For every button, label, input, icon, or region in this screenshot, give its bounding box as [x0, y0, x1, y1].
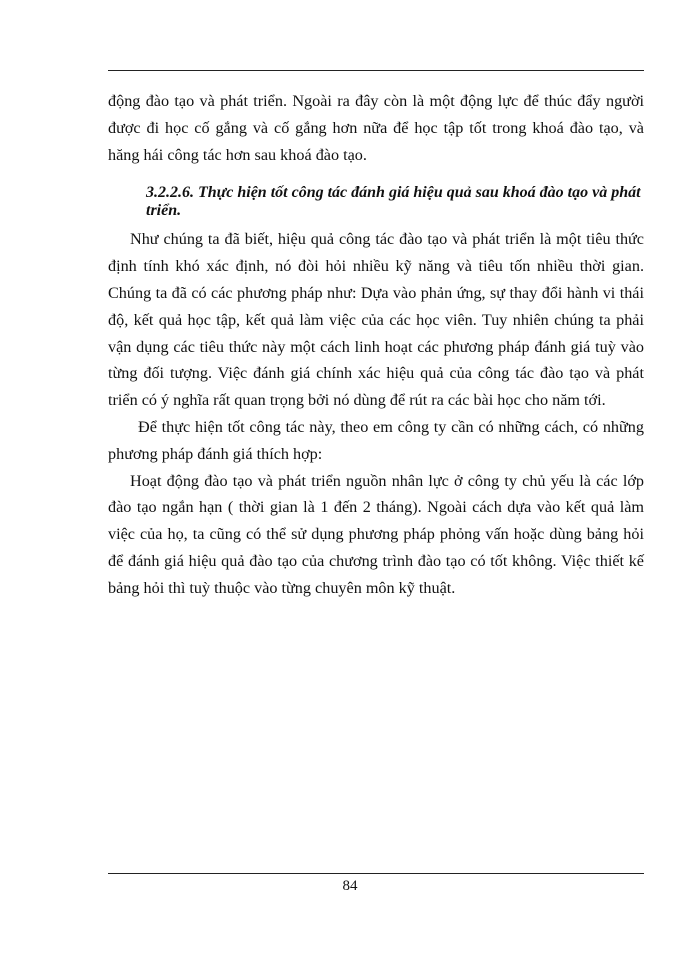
page-body [108, 88, 644, 602]
footer-rule [108, 873, 644, 874]
header-rule [108, 70, 644, 71]
paragraph-methods-intro: Để thực hiện tốt công tác này, theo em công ty cần có những cách, có những phương pháp đánh giá thích hợp: [108, 417, 644, 463]
paragraph-continuation: động đào tạo và phát triển. Ngoài ra đây còn là một động lực để thúc đẩy người được đi học cố gắng và cố gắng hơn nữa để học tập tốt trong khoá đào tạo, và hăng hái công tác hơn sau khoá đào tạo. [108, 92, 644, 164]
paragraph-effectiveness: Như chúng ta đã biết, hiệu quả công tác đào tạo và phát triển là một tiêu thức định tính khó xác định, nó đòi hỏi nhiều kỹ năng và tiêu tốn nhiều thời gian. Chúng ta đã có các phương pháp như: Dựa vào phản ứng, sự thay đổi hành vi thái độ, kết quả học tập, kết quả làm việc của các học viên. Tuy nhiên chúng ta phải vận dụng các tiêu thức này một cách linh hoạt các phương pháp đánh giá tuỳ vào từng đối tượng. Việc đánh giá chính xác hiệu quả của công tác đào tạo và phát triển có ý nghĩa rất quan trọng bởi nó dùng để rút ra các bài học cho năm tới. [108, 230, 644, 410]
section-heading: 3.2.2.6. Thực hiện tốt công tác đánh giá hiệu quả sau khoá đào tạo và phát triển. [146, 184, 641, 220]
paragraph-training-activities: Hoạt động đào tạo và phát triển nguồn nhân lực ở công ty chủ yếu là các lớp đào tạo ngắn hạn ( thời gian là 1 đến 2 tháng). Ngoài cách dựa vào kết quả làm việc của họ, ta cũng có thể sử dụng phương pháp phỏng vấn hoặc dùng bảng hỏi để đánh giá hiệu quả đào tạo của chương trình đào tạo có tốt không. Việc thiết kế bảng hỏi thì tuỳ thuộc vào từng chuyên môn kỹ thuật. [108, 471, 644, 597]
page-number: 84 [342, 878, 358, 894]
